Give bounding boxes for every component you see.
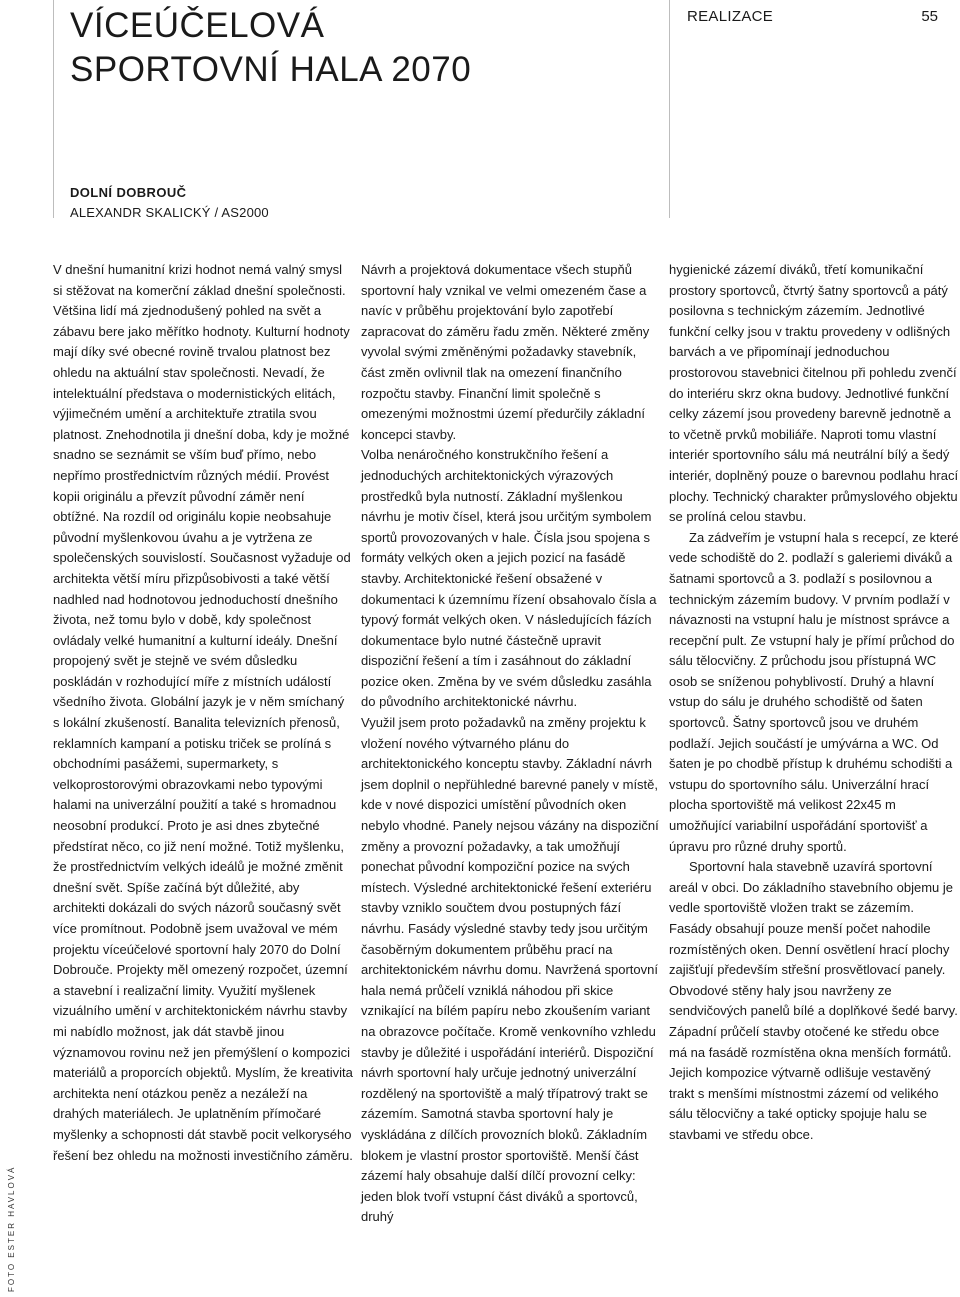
title-line-2: SPORTOVNÍ HALA 2070 <box>70 50 472 89</box>
paragraph: Využil jsem proto požadavků na změny projektu k vložení nového výtvarného plánu do architektonického konceptu stavby. Základní návrh jsem doplnil o nepřühledné barevné panely v místě, kde v nové dispozici umístění původních oken nebylo vhodné. Panely nejsou vázány na dispoziční změny a provozní požadavky, a tak umožňují ponechat původní kompoziční pozice na svých místech. Výsledné architektonické řešení exteriéru stavby vzniklo součtem dvou postupných fází návrhu. Fasády výsledné stavby tedy jsou určitým časoběrným dokumentem průběhu prací na architektonickém návrhu domu. Navržená sportovní hala nemá průčelí vzniklá náhodou při skice vznikající na bílém papíru nebo zkoušením variant na obrazovce počítače. Kromě venkovního vzhledu stavby je důležité i uspořádání interiérů. Dispoziční návrh sportovní haly určuje jednotný univerzální rozdělený na sportoviště a malý třípatrový trakt se zázemím. Samotná stavba sportovní haly je vyskládána z dílčích provozních bloků. Základním blokem je vlastní prostor sportoviště. Menší část zázemí haly obsahuje další dílčí provozní celky: jeden blok tvoří vstupní část diváků a sportovců, druhý <box>361 715 659 1225</box>
text-column-3 <box>669 260 959 1146</box>
header-divider-left <box>53 0 54 218</box>
paragraph: Sportovní hala stavebně uzavírá sportovní areál v obci. Do základního stavebního objemu je vedle sportoviště vložen trakt se zázemím. Fasády obsahují pouze menší počet nahodile rozmístěných oken. Denní osvětlení hrací plochy zajišťují především střešní prosvětlovací panely. Obvodové stěny haly jsou navrženy ze sendvičových panelů bílé a doplňkové šedé barvy. Západní průčelí stavby otočené ke středu obce má na fasádě rozmístěna okna menších formátů. Jejich kompozice výtvarně odlišuje vestavěný trakt s menšími místnostmi zázemí od velikého sálu tělocvičny a také opticky spojuje halu se stavbami ve středu obce. <box>669 859 958 1142</box>
section-label: REALIZACE <box>687 8 774 25</box>
title-line-1: VÍCEÚČELOVÁ <box>70 6 325 45</box>
project-location: DOLNÍ DOBROUČ <box>70 185 187 200</box>
page-number: 55 <box>921 8 938 25</box>
paragraph: V dnešní humanitní krizi hodnot nemá valný smysl si stěžovat na komerční základ dnešní společnosti. Většina lidí má zjednodušený pohled na svět a zábavu bere jako měřítko hodnoty. Kulturní hodnoty mají díky své obecné rovině trvalou platnost bez ohledu na aktuální stav společnosti. Nevadí, že intelektuální představa o modernistických elitách, výjimečném umění a architektuře ztratila svou platnost. Znehodnotila ji dnešní doba, kdy je možné snadno se seznámit se vším buď přímo, nebo nepřímo prostřednictvím různých médií. Provést kopii originálu a převzít původní záměr není obtížné. Na rozdíl od originálu kopie neobsahuje původní myšlenkovou úvahu a je vytržena ze společenských souvislostí. Současnost vyžaduje od architekta větší míru přizpůsobivosti a také větší nadhled nad hodnotovou jednoduchostí dnešního života, než tomu bylo v době, kdy společnost ovládaly velké humanitní a kulturní ideály. Dnešní propojený svět je stejně ve svém důsledku poskládán v rozhodující míře z místních událostí všedního života. Globální jazyk je v něm smíchaný s lokální zkušeností. Banalita televizních přenosů, reklamních kampaní a potisku triček se prolíná s obchodními pasážemi, supermarkety, s velkoprostorovými obrazovkami nebo typovými halami na univerzální použití a také s hromadnou neosobní produkcí. Proto je asi dnes zbytečné předstírat něco, co již není možné. Totiž myšlenku, že prostřednictvím velkých ideálů je možné změnit dnešní svět. Spíše začíná být důležité, aby architekti dokázali do svých názorů současný svět více promítnout. Podobně jsem uvažoval ve mém projektu víceúčelové sportovní haly 2070 do Dolní Dobrouče. Projekty měl omezený rozpočet, územní a stavební i realizační limity. Využití myšlenek vizuálního umění v architektonickém návrhu stavby mi nabídlo možnost, jak dát stavbě jinou významovou rovinu než jen přemýšlení o kompozici materiálů a proporcích objektů. Myslím, že kreativita architekta není otázkou peněz a nezáleží na drahých materiálech. Je uplatněním přímočaré myšlenky a schopnosti dát stavbě pocit velkorysého řešení bez ohledu na možnosti investičního záměru. <box>53 262 353 1163</box>
paragraph: Návrh a projektová dokumentace všech stupňů sportovní haly vznikal ve velmi omezeném čase a navíc v průběhu projektování bylo zapotřebí zapracovat do záměru řadu změn. Některé změny vyvolal svými změněnými požadavky stavebník, část změn ovlivnil tlak na omezení finančního rozpočtu stavby. Finanční limit společně s omezenými možnostmi území předurčily základní koncepci stavby. <box>361 262 650 442</box>
photo-credit: FOTO ESTER HAVLOVÁ <box>7 1165 16 1292</box>
text-column-2 <box>361 260 661 1228</box>
project-info <box>70 183 269 223</box>
paragraph: hygienické zázemí diváků, třetí komunikační prostory sportovců, čtvrtý šatny sportovců a pátý posilovna s technickým zázemím. Jednotlivé funkční celky jsou v traktu provedeny v odlišných barvách a ve připomínají jednoduchou prostorovou stavebnici čitelnou při pohledu zvenčí do interiéru skrz okna budovy. Jednotlivé funkční celky zázemí jsou provedeny barevně jednotně a to včetně prvků mobiliáře. Naproti tomu vlastní interiér sportovního sálu má neutrální bílý a šedý interiér, doplněný pouze o barevnou podlahu hrací plochy. Technický charakter průmyslového objektu se prolíná celou stavbu. <box>669 262 959 525</box>
paragraph: Volba nenáročného konstrukčního řešení a jednoduchých architektonických výrazových prostředků byla nutností. Základní myšlenkou návrhu je motiv čísel, která jsou určitým symbolem sportů provozovaných v hale. Čísla jsou spojena s formáty velkých oken a jejich pozicí na fasádě stavby. Architektonické řešení obsažené v dokumentaci k územnímu řízení obsahovalo čísla a typový formát velkých oken. V následujících fázích dokumentace bylo nutné částečně upravit dispoziční řešení a tím i zasáhnout do základní pozice oken. Změna by ve svém důsledku zasáhla do původního architektonické návrhu. <box>361 447 657 710</box>
page-title <box>70 4 471 92</box>
project-architect: ALEXANDR SKALICKÝ / AS2000 <box>70 205 269 220</box>
header-divider-right <box>669 0 670 218</box>
paragraph: Za zádveřím je vstupní hala s recepcí, ze které vede schodiště do 2. podlaží s galeriemi diváků a šatnami sportovců a 3. podlaží s posilovnou a technickým zázemím budovy. V prvním podlaží v návaznosti na vstupní halu je místnost správce a recepční pult. Ze vstupní haly je přímí průchod do sálu tělocvičny. Z průchodu jsou přístupná WC osob se sníženou pohyblivostí. Druhý a hlavní vstup do sálu je druhého schodiště od šaten sportovců. Šatny sportovců jsou ve druhém podlaží. Jejich součástí je umývárna a WC. Od šaten je po chodbě přístup k druhému schodišti a vstupu do sportovního sálu. Univerzální hrací plocha sportoviště má velikost 22x45 m umožňující variabilní uspořádání sportovišť a úpravu pro různé druhy sportů. <box>669 529 959 854</box>
text-column-1 <box>53 260 353 1166</box>
